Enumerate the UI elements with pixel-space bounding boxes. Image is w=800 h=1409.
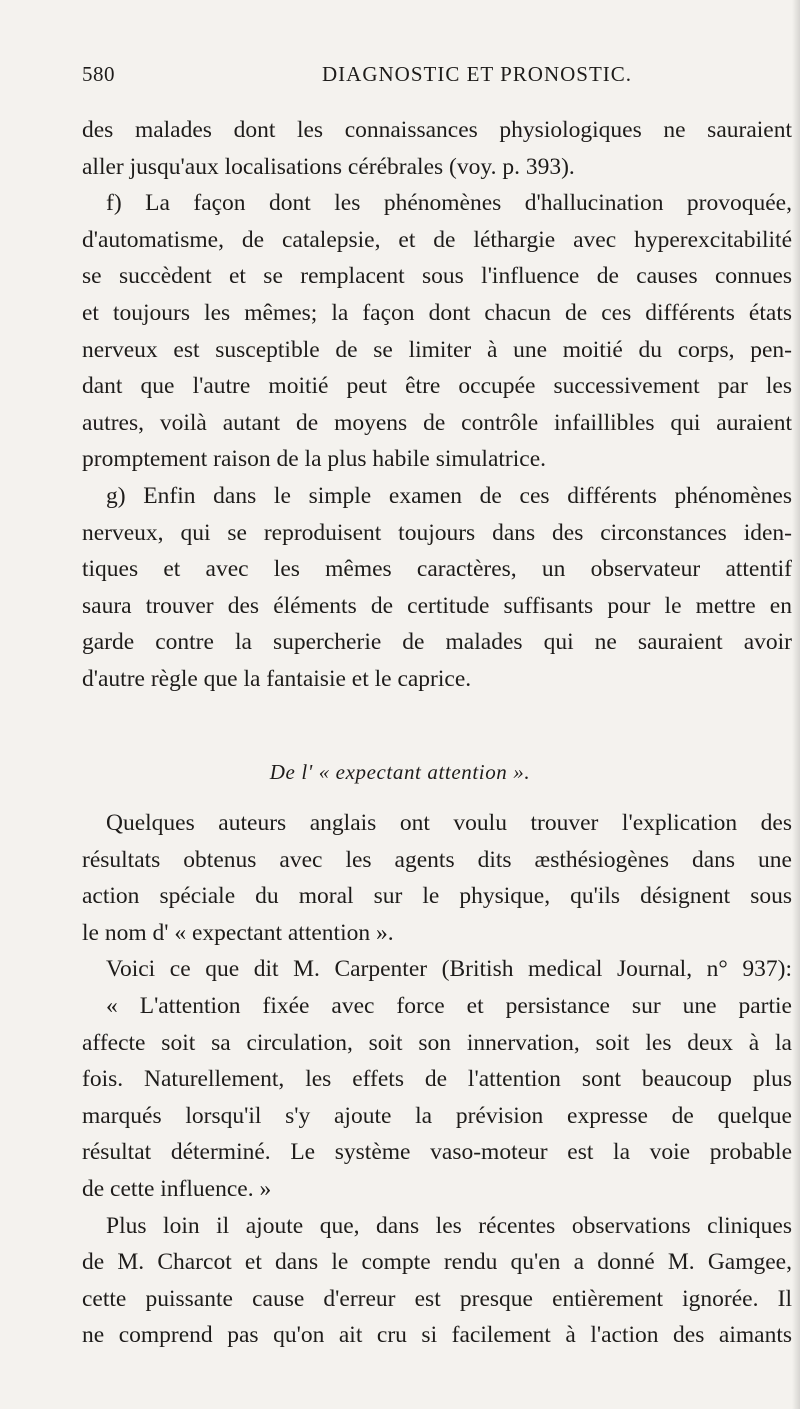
text-line: g) Enfin dans le simple examen de ces différents phénomènes (106, 482, 792, 509)
text-line: de M. Charcot et dans le compte rendu qu'en a donné M. Gamgee, (82, 1249, 792, 1276)
text-line: autres, voilà autant de moyens de contrôle infaillibles qui auraient (82, 409, 792, 436)
text-line: action spéciale du moral sur le physique, qu'ils désignent sous (82, 883, 792, 910)
paragraph-intro (82, 805, 792, 951)
text-line: résultats obtenus avec les agents dits æsthésiogènes dans une (82, 846, 792, 873)
text-line: tiques et avec les mêmes caractères, un observateur attentif (82, 556, 792, 583)
text-line: d'autre règle que la fantaisie et le caprice. (82, 665, 472, 692)
text-line: et toujours les mêmes; la façon dont chacun de ces différents états (82, 299, 792, 326)
text-line: nerveux, qui se reproduisent toujours dans des circonstances iden- (82, 519, 792, 546)
text-line: dant que l'autre moitié peut être occupée successivement par les (82, 373, 792, 400)
text-line: « L'attention fixée avec force et persistance sur une partie (106, 992, 792, 1019)
text-line: Plus loin il ajoute que, dans les récentes observations cliniques (106, 1212, 792, 1239)
running-title: DIAGNOSTIC ET PRONOSTIC. (322, 62, 633, 86)
paragraph-continuation-lower (82, 1208, 792, 1354)
text-line: de cette influence. » (82, 1175, 272, 1202)
section-heading: De l' « expectant attention ». (269, 760, 531, 784)
text-line: marqués lorsqu'il s'y ajoute la prévision expresse de quelque (82, 1102, 792, 1129)
text-line: d'automatisme, de catalepsie, et de léthargie avec hyperexcitabilité (82, 226, 792, 253)
text-line: f) La façon dont les phénomènes d'hallucination provoquée, (106, 190, 792, 217)
text-line: fois. Naturellement, les effets de l'attention sont beaucoup plus (82, 1066, 792, 1093)
text-line: résultat déterminé. Le système vaso-moteur est la voie probable (82, 1139, 792, 1166)
paragraph-continuation (82, 112, 792, 185)
paragraph-f (82, 185, 792, 478)
text-line: Quelques auteurs anglais ont voulu trouver l'explication des (106, 810, 792, 836)
text-line: promptement raison de la plus habile simulatrice. (82, 446, 546, 473)
text-line: ne comprend pas qu'on ait cru si facilement à l'action des aimants (82, 1322, 792, 1349)
text-line: affecte soit sa circulation, soit son innervation, soit les deux à la (82, 1029, 792, 1056)
text-line: le nom d' « expectant attention ». (82, 919, 394, 946)
page-number: 580 (82, 62, 115, 86)
text-line: se succèdent et se remplacent sous l'influence de causes connues (82, 263, 792, 290)
body-text-lower (82, 805, 792, 1354)
text-line: cette puissante cause d'erreur est presque entièrement ignorée. Il (82, 1285, 792, 1312)
body-text-upper (82, 112, 792, 698)
paragraph-g (82, 478, 792, 698)
page-edge-shadow (792, 0, 800, 1409)
paragraph-carpenter-quote (82, 951, 792, 1207)
running-header (82, 62, 792, 90)
text-line: saura trouver des éléments de certitude suffisants pour le mettre en (82, 592, 792, 619)
text-line: Voici ce que dit M. Carpenter (British medical Journal, n° 937): (106, 956, 792, 983)
text-line: aller jusqu'aux localisations cérébrales (voy. p. 393). (82, 153, 575, 180)
text-line: garde contre la supercherie de malades qui ne sauraient avoir (82, 629, 792, 656)
text-line: nerveux est susceptible de se limiter à une moitié du corps, pen- (82, 336, 792, 363)
text-line: des malades dont les connaissances physiologiques ne sauraient (82, 117, 792, 143)
